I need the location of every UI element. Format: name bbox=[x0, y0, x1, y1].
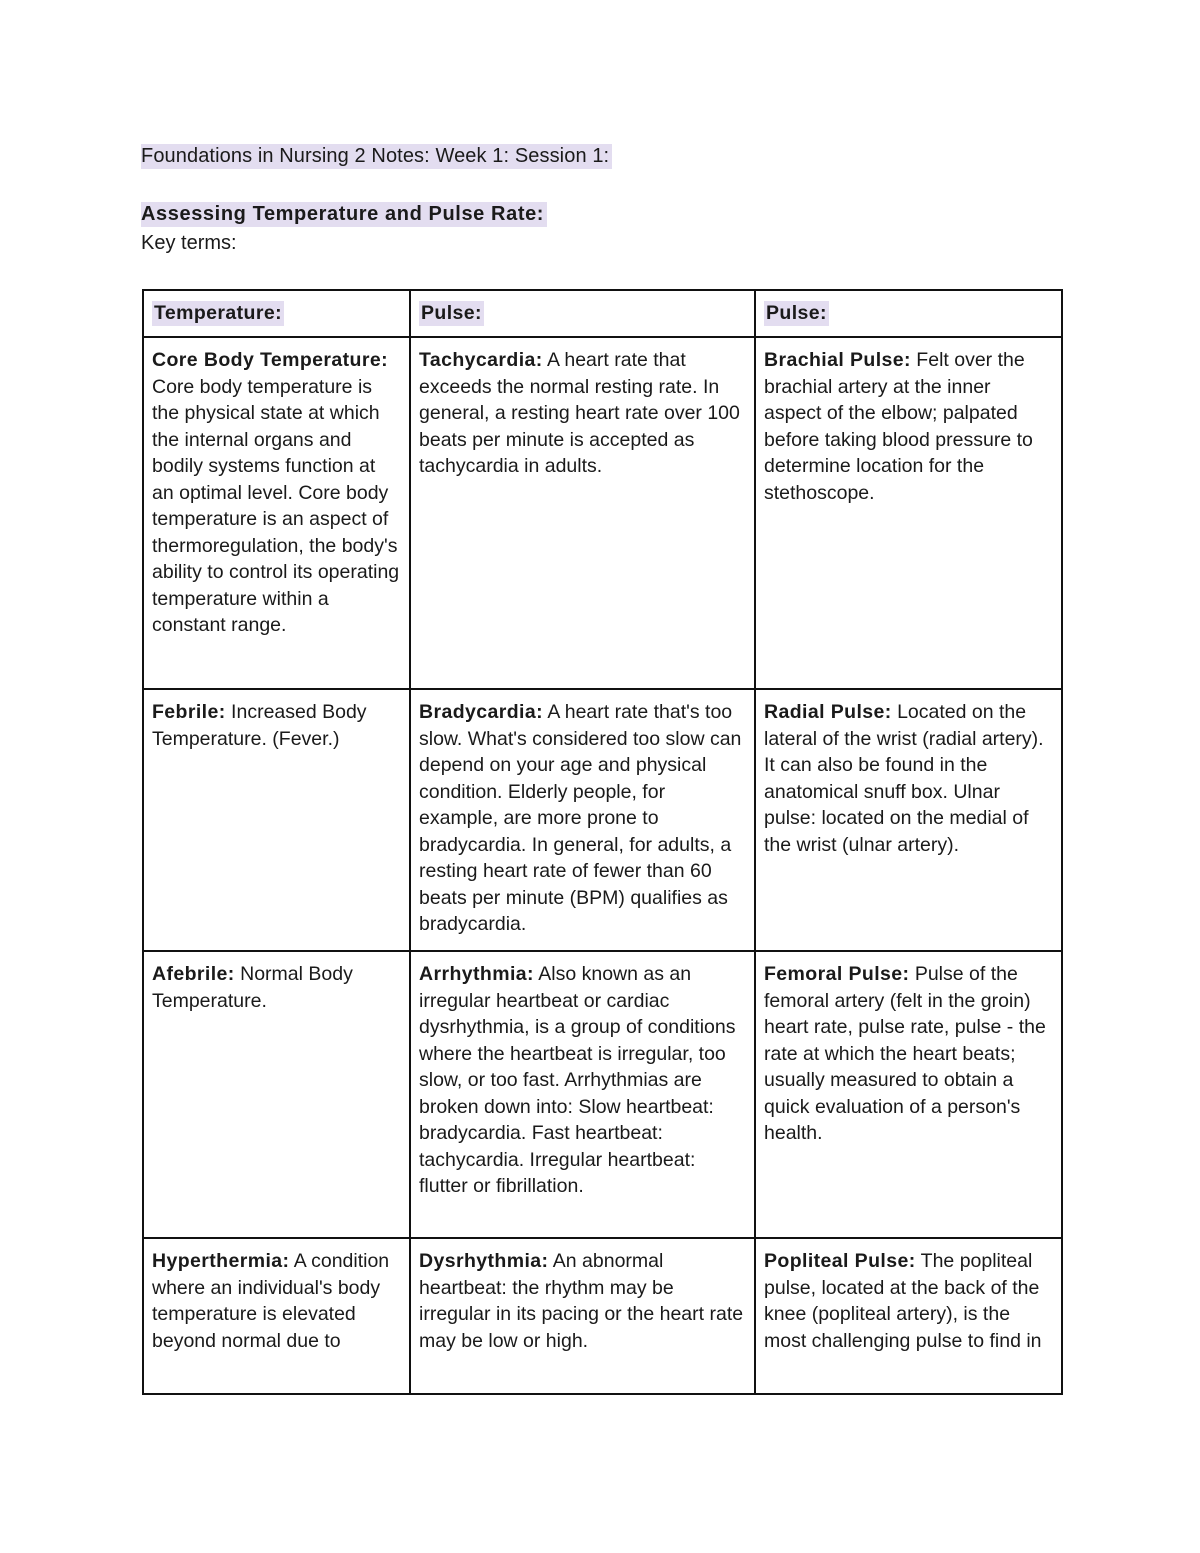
table-header-row bbox=[143, 290, 1062, 337]
term-definition: Pulse of the femoral artery (felt in the groin) heart rate, pulse rate, pulse - the rate at which the heart beats; usually measured to obtain a quick evaluation of a person's health. bbox=[764, 963, 1046, 1144]
table-row bbox=[143, 337, 1062, 689]
table-cell bbox=[143, 951, 410, 1238]
term-definition: Increased Body Temperature. (Fever.) bbox=[152, 701, 367, 750]
table-row bbox=[143, 689, 1062, 951]
header-cell-pulse bbox=[410, 290, 755, 337]
term-name: Core Body Temperature: bbox=[152, 349, 388, 371]
table-row bbox=[143, 951, 1062, 1238]
term-definition: An abnormal heartbeat: the rhythm may be irregular in its pacing or the heart rate may be low or high. bbox=[419, 1250, 744, 1352]
section-heading-text: Assessing Temperature and Pulse Rate: bbox=[141, 202, 547, 227]
table-cell bbox=[410, 951, 755, 1238]
key-terms-label: Key terms: bbox=[141, 232, 237, 254]
term-definition: Located on the lateral of the wrist (radial artery). It can also be found in the anatomical snuff box. Ulnar pulse: located on the medial of the wrist (ulnar artery). bbox=[764, 701, 1044, 856]
term-name: Radial Pulse: bbox=[764, 701, 892, 723]
term-definition: Normal Body Temperature. bbox=[152, 963, 353, 1012]
term-name: Tachycardia: bbox=[419, 349, 543, 371]
key-terms-table bbox=[142, 289, 1063, 1395]
header-cell-temperature bbox=[143, 290, 410, 337]
term-definition: A heart rate that exceeds the normal resting rate. In general, a resting heart rate over 100 beats per minute is accepted as tachycardia in adults. bbox=[419, 349, 740, 477]
table-cell bbox=[143, 1238, 410, 1394]
term-name: Afebrile: bbox=[152, 963, 235, 985]
term-name: Bradycardia: bbox=[419, 701, 544, 723]
table-cell bbox=[410, 337, 755, 689]
table-cell bbox=[755, 951, 1062, 1238]
term-definition: A condition where an individual's body temperature is elevated beyond normal due to bbox=[152, 1250, 390, 1352]
term-name: Hyperthermia: bbox=[152, 1250, 290, 1272]
term-name: Femoral Pulse: bbox=[764, 963, 910, 985]
section-heading bbox=[141, 200, 547, 228]
table-cell bbox=[755, 337, 1062, 689]
document-title bbox=[141, 142, 612, 170]
term-name: Febrile: bbox=[152, 701, 226, 723]
table-cell bbox=[410, 1238, 755, 1394]
header-label: Pulse: bbox=[766, 302, 827, 324]
term-definition: Felt over the brachial artery at the inner aspect of the elbow; palpated before taking blood pressure to determine location for the stethoscope. bbox=[764, 349, 1033, 504]
table-cell bbox=[410, 689, 755, 951]
table-cell bbox=[755, 689, 1062, 951]
document-title-text: Foundations in Nursing 2 Notes: Week 1: Session 1: bbox=[141, 144, 612, 169]
term-definition: A heart rate that's too slow. What's considered too slow can depend on your age and physical condition. Elderly people, for example, are more prone to bradycardia. In general, for adults, a resting heart rate of fewer than 60 beats per minute (BPM) qualifies as bradycardia. bbox=[419, 701, 742, 935]
header-cell-pulse bbox=[755, 290, 1062, 337]
term-definition: Core body temperature is the physical state at which the internal organs and bodily systems function at an optimal level. Core body temperature is an aspect of thermoregulation, the body's ability to control its operating temperature within a constant range. bbox=[152, 375, 400, 636]
table-row bbox=[143, 1238, 1062, 1394]
table-cell bbox=[143, 337, 410, 689]
term-name: Popliteal Pulse: bbox=[764, 1250, 916, 1272]
table-cell bbox=[755, 1238, 1062, 1394]
term-name: Arrhythmia: bbox=[419, 963, 534, 985]
header-label: Pulse: bbox=[421, 302, 482, 324]
term-name: Dysrhythmia: bbox=[419, 1250, 549, 1272]
header-label: Temperature: bbox=[154, 302, 282, 324]
term-name: Brachial Pulse: bbox=[764, 349, 911, 371]
term-definition: The popliteal pulse, located at the back of the knee (popliteal artery), is the most challenging pulse to find in bbox=[764, 1250, 1042, 1352]
term-definition: Also known as an irregular heartbeat or cardiac dysrhythmia, is a group of conditions where the heartbeat is irregular, too slow, or too fast. Arrhythmias are broken down into: Slow heartbeat: bradycardia. Fast heartbeat: tachycardia. Irregular heartbeat: flutter or fibrillation. bbox=[419, 963, 736, 1197]
table-cell bbox=[143, 689, 410, 951]
